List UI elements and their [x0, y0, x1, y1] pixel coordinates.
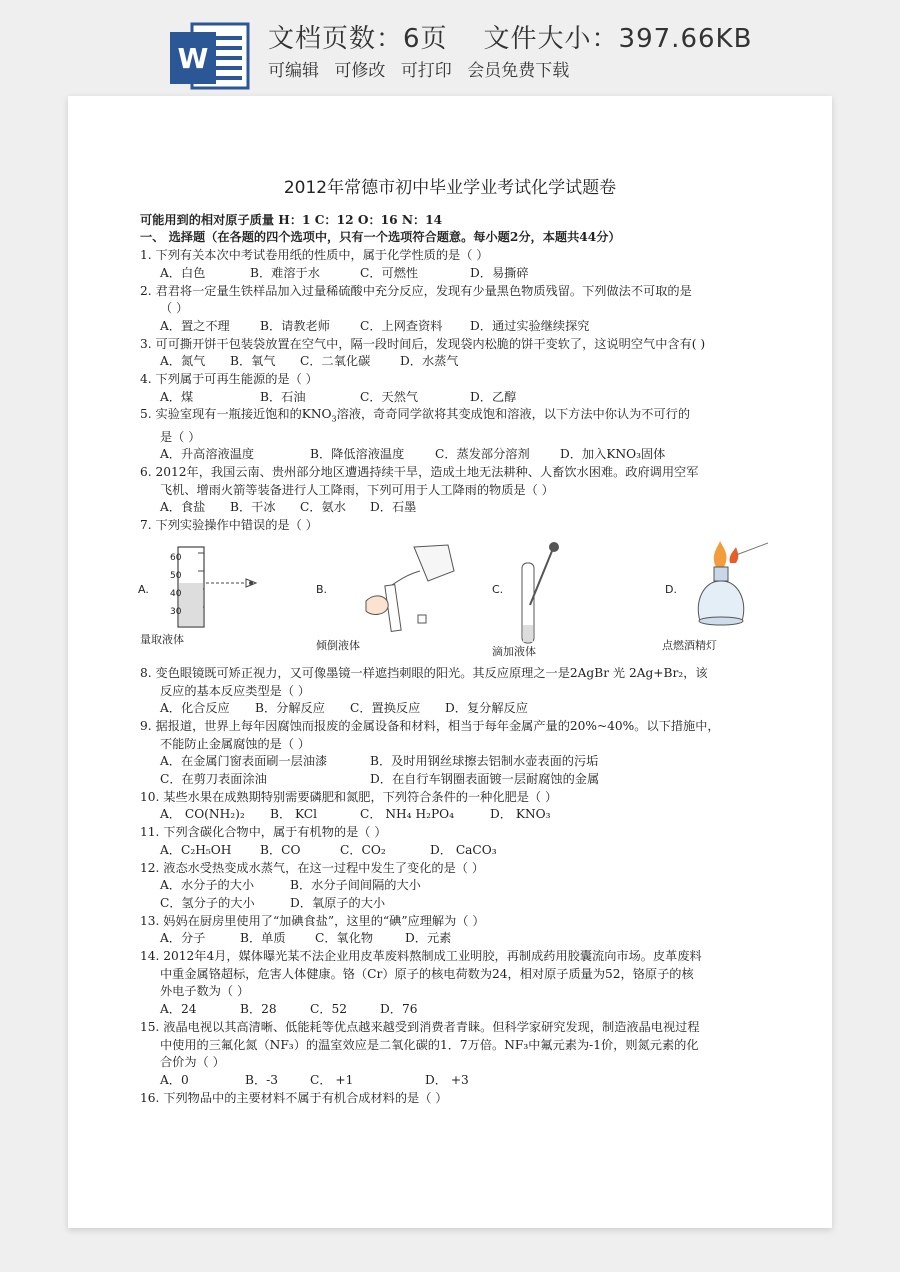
q5-text: 5. 实验室现有一瓶接近饱和的KNO: [140, 407, 332, 422]
question-15: 15. 液晶电视以其高清晰、低能耗等优点越来越受到消费者青睐。但科学家研究发现，制造液晶电视过程: [140, 1019, 700, 1034]
figure-b-label: B.: [316, 582, 328, 596]
question-15-cont1: 中使用的三氟化氮（NF₃）的温室效应是二氧化碳的1．7万倍。NF₃中氟元素为-1价，则氮元素的化: [160, 1037, 699, 1052]
option: B．单质: [240, 931, 286, 946]
option: D．石墨: [370, 500, 417, 515]
q5-text-rest: 溶液，奇奇同学欲将其变成饱和溶液，以下方法中你认为不可行的: [336, 407, 691, 422]
question-3: 3. 可可撕开饼干包装袋放置在空气中，隔一段时间后，发现袋内松脆的饼干变软了，这说明空气中含有( ): [140, 336, 706, 351]
question-8-options: [140, 700, 760, 718]
tick-30: 30: [170, 606, 182, 617]
figure-d-caption: 点燃酒精灯: [662, 638, 717, 652]
figure-c-caption: 滴加液体: [492, 644, 536, 658]
q5-subscript: 3: [331, 414, 337, 424]
option: A． CO(NH₂)₂: [160, 807, 245, 822]
question-10: 10. 某些水果在成熟期特别需要磷肥和氮肥，下列符合条件的一种化肥是（ ）: [140, 789, 558, 804]
question-5-options: [140, 446, 760, 464]
question-8-cont: 反应的基本反应类型是（ ）: [160, 683, 311, 698]
option: C． NH₄ H₂PO₄: [360, 807, 455, 822]
option: B．CO: [260, 842, 301, 857]
question-9-cont: 不能防止金属腐蚀的是（ ）: [160, 736, 311, 751]
feature-modifiable: 可修改: [334, 61, 386, 81]
option: A．化合反应: [160, 701, 230, 716]
option: C．在剪刀表面涂油: [160, 772, 267, 787]
option: C．氢分子的大小: [160, 895, 255, 910]
option: C．52: [310, 1002, 348, 1017]
banner-title: [268, 18, 788, 55]
option: D．易撕碎: [470, 265, 529, 280]
option: D．加入KNO₃固体: [560, 447, 666, 462]
option: C．氧化物: [315, 931, 374, 946]
document-page: [68, 96, 832, 1228]
option: C．二氧化碳: [300, 354, 371, 369]
pouring-liquid-figure: [336, 541, 466, 641]
question-2-options: [140, 318, 760, 336]
question-13: 13. 妈妈在厨房里使用了“加碘食盐”，这里的“碘”应理解为（ ）: [140, 913, 485, 928]
option: B．干冰: [230, 500, 276, 515]
option: A．在金属门窗表面刷一层油漆: [160, 754, 328, 769]
option: D． +3: [425, 1072, 469, 1087]
question-8: 8. 变色眼镜既可矫正视力，又可像墨镜一样遮挡刺眼的阳光。其反应原理之一是2AgBr 光 2Ag+Br₂，该: [140, 665, 708, 680]
figure-b-caption: 倾倒液体: [316, 638, 360, 652]
question-15-options: [140, 1072, 760, 1090]
option: C．可燃性: [360, 265, 419, 280]
option: A．煤: [160, 389, 194, 404]
alcohol-lamp-figure: [680, 541, 770, 631]
feature-list: [268, 56, 579, 81]
question-6: 6. 2012年，我国云南、贵州部分地区遭遇持续干旱，造成土地无法耕种、人畜饮水困难。政府调用空军: [140, 464, 699, 479]
file-size: 文件大小：397.66KB: [483, 24, 753, 54]
option: C．上网查资料: [360, 318, 443, 333]
dropping-liquid-figure: [508, 541, 588, 647]
question-4: 4. 下列属于可再生能源的是（ ）: [140, 372, 318, 387]
option: B．难溶于水: [250, 265, 320, 280]
figure-a-caption: 量取液体: [140, 632, 184, 646]
option: B．降低溶液温度: [310, 447, 405, 462]
document-content: [140, 180, 760, 1107]
tick-60: 60: [170, 552, 182, 563]
option: D．乙醇: [470, 389, 517, 404]
question-12: 12. 液态水受热变成水蒸气，在这一过程中发生了变化的是（ ）: [140, 860, 485, 875]
question-9-options-row1: [140, 753, 760, 771]
question-3-options: [140, 353, 760, 371]
question-11: 11. 下列含碳化合物中，属于有机物的是（ ）: [140, 825, 387, 840]
document-title: 2012年常德市初中毕业学业考试化学试题卷: [283, 178, 617, 198]
question-12-options-row1: [140, 877, 760, 895]
option: A．白色: [160, 265, 206, 280]
option: B．水分子间间隔的大小: [290, 878, 421, 893]
option: D．在自行车钢圈表面镀一层耐腐蚀的金属: [370, 772, 600, 787]
option: A．C₂H₅OH: [160, 842, 232, 857]
download-banner: [0, 0, 900, 96]
figure-c-label: C.: [492, 582, 504, 596]
question-14-cont2: 外电子数为（ ）: [160, 984, 250, 999]
option: C．天然气: [360, 389, 419, 404]
question-2: 2. 君君将一定量生铁样品加入过量稀硫酸中充分反应，发现有少量黑色物质残留。下列做法不可取的是: [140, 283, 692, 298]
question-9: 9. 据报道，世界上每年因腐蚀而报废的金属设备和材料，相当于每年金属产量的20%~40%。以下措施中，: [140, 718, 720, 733]
option: A．0: [160, 1072, 189, 1087]
feature-printable: 可打印: [400, 61, 452, 81]
option: A．置之不理: [160, 318, 230, 333]
word-document-icon: [170, 20, 250, 92]
option: B． KCl: [270, 807, 318, 822]
question-14: 14. 2012年4月，媒体曝光某不法企业用皮革废料熬制成工业明胶，再制成药用胶囊流向市场。皮革废料: [140, 949, 702, 964]
option: C．蒸发部分溶剂: [435, 447, 530, 462]
figure-d-label: D.: [665, 582, 677, 596]
question-6-options: [140, 499, 760, 517]
question-9-options-row2: [140, 771, 760, 789]
option: D．氧原子的大小: [290, 895, 386, 910]
option: A．24: [160, 1002, 197, 1017]
option: D．元素: [405, 931, 452, 946]
tick-50: 50: [170, 570, 182, 581]
question-6-cont: 飞机、增雨火箭等装备进行人工降雨，下列可用于人工降雨的物质是（ ）: [160, 482, 554, 497]
option: D．复分解反应: [445, 701, 528, 716]
option: C．置换反应: [350, 701, 421, 716]
question-5: [140, 406, 760, 428]
option: D．通过实验继续探究: [470, 318, 590, 333]
question-4-options: [140, 389, 760, 407]
question-12-options-row2: [140, 895, 760, 913]
question-13-options: [140, 930, 760, 948]
question-7: 7. 下列实验操作中错误的是（ ）: [140, 518, 318, 533]
question-1: 1. 下列有关本次中考试卷用纸的性质中，属于化学性质的是（ ）: [140, 248, 489, 263]
feature-member-download[interactable]: 会员免费下载: [467, 61, 570, 81]
question-1-options: [140, 265, 760, 283]
option: B．分解反应: [255, 701, 325, 716]
option: B．请教老师: [260, 318, 330, 333]
question-7-figures: [140, 541, 760, 661]
option: B．28: [240, 1002, 277, 1017]
option: B．及时用钢丝球擦去铝制水壶表面的污垢: [370, 754, 599, 769]
option: A．升高溶液温度: [160, 447, 255, 462]
question-15-cont2: 合价为（ ）: [160, 1055, 225, 1070]
feature-editable: 可编辑: [268, 61, 319, 81]
option: B．氧气: [230, 354, 276, 369]
question-14-cont1: 中重金属铬超标，危害人体健康。铬（Cr）原子的核电荷数为24，相对原子质量为52，铬原子的核: [160, 966, 694, 981]
option: C． +1: [310, 1072, 354, 1087]
question-16: 16. 下列物品中的主要材料不属于有机合成材料的是（ ）: [140, 1090, 448, 1105]
tick-40: 40: [170, 588, 182, 599]
option: C．氨水: [300, 500, 346, 515]
page-count: 文档页数：6页: [268, 24, 448, 54]
option: A．食盐: [160, 500, 206, 515]
svg-text:W: W: [177, 42, 209, 75]
atomic-mass-note: 可能用到的相对原子质量 H：1 C：12 O：16 N：14: [140, 212, 443, 227]
option: A．水分子的大小: [160, 878, 255, 893]
question-5-blank: 是（ ）: [160, 429, 201, 444]
section-heading: 一、 选择题（在各题的四个选项中，只有一个选项符合题意。每小题2分，本题共44分）: [140, 230, 621, 245]
option: C．CO₂: [340, 842, 386, 857]
option: D． CaCO₃: [430, 842, 497, 857]
option: D．76: [380, 1002, 418, 1017]
question-14-options: [140, 1001, 760, 1019]
question-2-blank: （ ）: [160, 301, 189, 316]
question-11-options: [140, 842, 760, 860]
question-10-options: [140, 806, 760, 824]
option: D． KNO₃: [490, 807, 551, 822]
figure-a-label: A.: [138, 582, 149, 596]
option: D．水蒸气: [400, 354, 459, 369]
option: B．石油: [260, 389, 306, 404]
option: A．分子: [160, 931, 206, 946]
option: A．氮气: [160, 354, 206, 369]
option: B．-3: [245, 1072, 279, 1087]
